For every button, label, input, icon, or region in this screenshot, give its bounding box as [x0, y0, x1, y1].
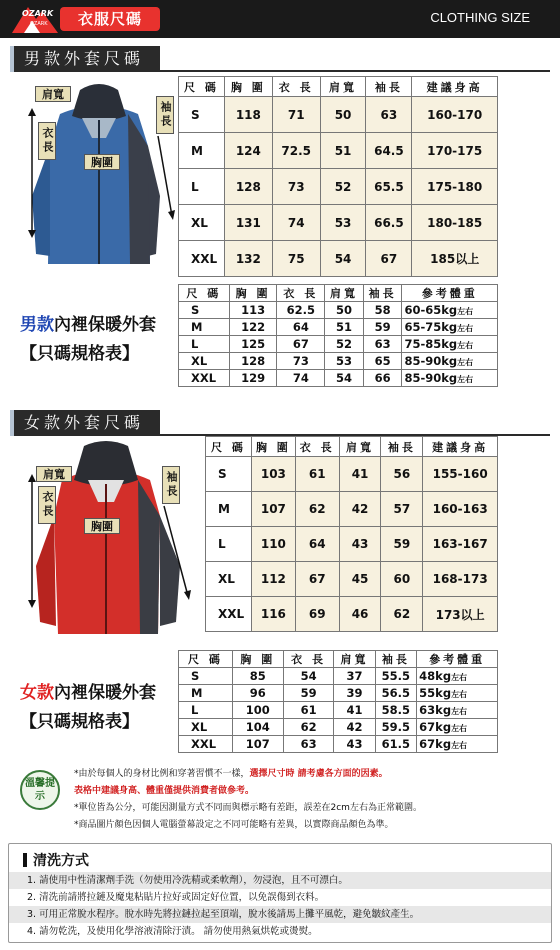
weight-cell: [402, 319, 498, 336]
note-line-4: *商品圖片顏色因個人電腦螢幕設定之不同可能略有差異，以實際商品顏色為準。: [74, 820, 394, 830]
value-cell: 61.5: [375, 736, 417, 753]
value-cell: 103: [251, 457, 295, 492]
value-cell: 59.5: [375, 719, 417, 736]
size-cell: S: [179, 302, 230, 319]
size-cell: L: [179, 169, 225, 205]
header-cell: 衣 長: [295, 437, 339, 457]
value-cell: 52: [320, 169, 366, 205]
men-section-title: 男款外套尺碼: [10, 46, 160, 72]
table-row: [179, 668, 498, 685]
value-cell: 59: [283, 685, 334, 702]
value-cell: 122: [229, 319, 277, 336]
value-cell: 54: [320, 241, 366, 277]
value-cell: 43: [339, 527, 381, 562]
value-cell: 59: [363, 319, 402, 336]
table-row: [206, 562, 498, 597]
women-inner-label-gender: 女款: [20, 683, 54, 703]
value-cell: 64: [277, 319, 325, 336]
size-cell: XL: [179, 353, 230, 370]
value-cell: 58.5: [375, 702, 417, 719]
size-cell: M: [206, 492, 252, 527]
value-cell: 39: [334, 685, 375, 702]
weight-value: 67kg: [419, 737, 452, 751]
value-cell: 63: [283, 736, 334, 753]
table-row: [179, 133, 498, 169]
size-cell: L: [206, 527, 252, 562]
header-cell: 衣 長: [283, 651, 334, 668]
size-cell: XL: [179, 719, 233, 736]
header-cell: 袖長: [363, 285, 402, 302]
weight-approx: 左右: [451, 690, 468, 699]
note-line-2: 表格中建議身高、體重僅提供消費者做參考。: [74, 786, 255, 796]
value-cell: 160-163: [423, 492, 498, 527]
value-cell: 107: [232, 736, 283, 753]
value-cell: 173以上: [423, 597, 498, 632]
header-cell: 尺 碼: [179, 285, 230, 302]
value-cell: 180-185: [412, 205, 498, 241]
women-outer-size-table: [205, 436, 498, 632]
value-cell: 74: [272, 205, 320, 241]
value-cell: 132: [224, 241, 272, 277]
value-cell: 131: [224, 205, 272, 241]
value-cell: 74: [277, 370, 325, 387]
value-cell: 58: [363, 302, 402, 319]
weight-approx: 左右: [451, 724, 468, 733]
tag-length: 衣長: [38, 122, 56, 160]
value-cell: 71: [272, 97, 320, 133]
value-cell: 116: [251, 597, 295, 632]
table-row: [179, 370, 498, 387]
table-row: [206, 527, 498, 562]
wash-line-1: 1. 請使用中性清潔劑手洗（勿使用冷洗精或柔軟劑），勿浸泡，且不可漂白。: [9, 872, 551, 889]
header-cell: 肩寬: [339, 437, 381, 457]
weight-approx: 左右: [457, 358, 474, 367]
value-cell: 51: [320, 133, 366, 169]
header-cell: 尺 碼: [206, 437, 252, 457]
value-cell: 73: [277, 353, 325, 370]
header-cell: 參考體重: [417, 651, 498, 668]
table-row: [206, 597, 498, 632]
wash-line-3: 3. 可用正常脫水程序。脫水時先將拉鏈拉起至頂端，脫水後請馬上攤平風乾，避免皺紋產生。: [9, 906, 551, 923]
men-inner-label-sub: 【只碼規格表】: [20, 344, 139, 364]
weight-approx: 左右: [451, 673, 468, 682]
value-cell: 45: [339, 562, 381, 597]
value-cell: 96: [232, 685, 283, 702]
men-inner-label-text: 內裡保暖外套: [54, 315, 156, 335]
table-row: [179, 353, 498, 370]
measure-arrows: [10, 76, 180, 276]
weight-approx: 左右: [457, 307, 474, 316]
header-cell: 袖長: [375, 651, 417, 668]
value-cell: 52: [325, 336, 364, 353]
header-cell: 胸 圍: [224, 77, 272, 97]
size-cell: M: [179, 685, 233, 702]
wash-line-2: 2. 清洗前請將拉鏈及魔鬼粘貼片拉好或固定好位置，以免誤傷到衣料。: [27, 892, 325, 903]
table-row: [179, 205, 498, 241]
men-outer-size-table: [178, 76, 498, 277]
note-line-1-b: 選擇尺寸時 請考慮各方面的因素。: [249, 769, 388, 779]
value-cell: 107: [251, 492, 295, 527]
table-row: [206, 492, 498, 527]
weight-cell: [402, 353, 498, 370]
weight-value: 60-65kg: [404, 303, 458, 317]
weight-cell: [402, 336, 498, 353]
page-title: 衣服尺碼: [60, 7, 160, 31]
table-row: [179, 241, 498, 277]
size-cell: XXL: [179, 241, 225, 277]
value-cell: 129: [229, 370, 277, 387]
women-inner-size-table: [178, 650, 498, 753]
size-cell: L: [179, 336, 230, 353]
value-cell: 75: [272, 241, 320, 277]
size-cell: XXL: [206, 597, 252, 632]
note-line-3: *單位皆為公分，可能因測量方式不同而與標示略有差距，誤差在2cm左右為正常範圍。: [74, 803, 422, 813]
wash-line-4: 4. 請勿乾洗，及使用化學溶液清除汙漬。 請勿使用熱氣烘乾或燙熨。: [27, 926, 318, 937]
page-subtitle: CLOTHING SIZE: [430, 10, 530, 25]
value-cell: 43: [334, 736, 375, 753]
value-cell: 50: [325, 302, 364, 319]
value-cell: 155-160: [423, 457, 498, 492]
wash-title: 清洗方式: [23, 850, 89, 870]
header-bar: [0, 0, 560, 38]
header-cell: 肩寬: [325, 285, 364, 302]
header-cell: 建議身高: [423, 437, 498, 457]
value-cell: 185以上: [412, 241, 498, 277]
header-cell: 建議身高: [412, 77, 498, 97]
value-cell: 65.5: [366, 169, 412, 205]
value-cell: 37: [334, 668, 375, 685]
value-cell: 66: [363, 370, 402, 387]
table-row: [179, 702, 498, 719]
men-inner-size-table: [178, 284, 498, 387]
size-cell: M: [179, 133, 225, 169]
weight-cell: [417, 668, 498, 685]
value-cell: 67: [295, 562, 339, 597]
value-cell: 51: [325, 319, 364, 336]
women-inner-label-text: 內裡保暖外套: [54, 683, 156, 703]
size-cell: XL: [179, 205, 225, 241]
value-cell: 55.5: [375, 668, 417, 685]
value-cell: 125: [229, 336, 277, 353]
value-cell: 64.5: [366, 133, 412, 169]
header-cell: 胸 圍: [232, 651, 283, 668]
note-line-1-a: *由於每個人的身材比例和穿著習慣不一樣，: [74, 769, 250, 779]
value-cell: 53: [325, 353, 364, 370]
header-cell: 肩寬: [320, 77, 366, 97]
men-title-line: [160, 70, 550, 72]
size-cell: XXL: [179, 370, 230, 387]
value-cell: 42: [334, 719, 375, 736]
table-row: [179, 319, 498, 336]
value-cell: 61: [283, 702, 334, 719]
women-jacket-image: [10, 436, 200, 641]
tag-chest: 胸圍: [84, 154, 120, 170]
value-cell: 63: [363, 336, 402, 353]
men-inner-label: [20, 310, 156, 364]
weight-value: 55kg: [419, 686, 452, 700]
header-cell: 參考體重: [402, 285, 498, 302]
value-cell: 42: [339, 492, 381, 527]
header-cell: 尺 碼: [179, 651, 233, 668]
header-cell: 肩寬: [334, 651, 375, 668]
value-cell: 59: [381, 527, 423, 562]
tag-shoulder: 肩寬: [35, 86, 71, 102]
note-line-1: [74, 766, 554, 783]
weight-value: 85-90kg: [404, 354, 458, 368]
weight-value: 67kg: [419, 720, 452, 734]
weight-value: 63kg: [419, 703, 452, 717]
value-cell: 54: [283, 668, 334, 685]
value-cell: 46: [339, 597, 381, 632]
size-cell: M: [179, 319, 230, 336]
value-cell: 67: [277, 336, 325, 353]
size-cell: XXL: [179, 736, 233, 753]
tag-length: 衣長: [38, 486, 56, 524]
value-cell: 73: [272, 169, 320, 205]
tag-chest: 胸圍: [84, 518, 120, 534]
weight-cell: [402, 302, 498, 319]
value-cell: 65: [363, 353, 402, 370]
value-cell: 64: [295, 527, 339, 562]
men-jacket-image: [10, 76, 180, 276]
weight-cell: [417, 736, 498, 753]
table-row: [206, 457, 498, 492]
value-cell: 170-175: [412, 133, 498, 169]
value-cell: 62.5: [277, 302, 325, 319]
header-cell: 袖長: [381, 437, 423, 457]
notes-block: [74, 766, 554, 834]
weight-approx: 左右: [457, 375, 474, 384]
wash-instructions: [8, 843, 552, 943]
value-cell: 110: [251, 527, 295, 562]
header-cell: 衣 長: [272, 77, 320, 97]
value-cell: 112: [251, 562, 295, 597]
value-cell: 56: [381, 457, 423, 492]
value-cell: 41: [334, 702, 375, 719]
value-cell: 175-180: [412, 169, 498, 205]
tag-shoulder: 肩寬: [36, 466, 72, 482]
value-cell: 128: [224, 169, 272, 205]
header-cell: 胸 圍: [229, 285, 277, 302]
tag-sleeve: 袖長: [162, 466, 180, 504]
value-cell: 100: [232, 702, 283, 719]
value-cell: 124: [224, 133, 272, 169]
header-cell: 胸 圍: [251, 437, 295, 457]
table-row: [179, 169, 498, 205]
value-cell: 85: [232, 668, 283, 685]
header-cell: 袖長: [366, 77, 412, 97]
size-cell: S: [179, 668, 233, 685]
weight-approx: 左右: [451, 741, 468, 750]
value-cell: 62: [283, 719, 334, 736]
value-cell: 61: [295, 457, 339, 492]
value-cell: 56.5: [375, 685, 417, 702]
logo-sub: OZARK: [30, 21, 48, 27]
value-cell: 60: [381, 562, 423, 597]
value-cell: 62: [381, 597, 423, 632]
men-inner-label-gender: 男款: [20, 315, 54, 335]
value-cell: 66.5: [366, 205, 412, 241]
table-row: [179, 302, 498, 319]
measure-arrows: [10, 436, 200, 641]
value-cell: 41: [339, 457, 381, 492]
weight-approx: 左右: [457, 341, 474, 350]
size-cell: S: [206, 457, 252, 492]
header-cell: 衣 長: [277, 285, 325, 302]
weight-value: 85-90kg: [404, 371, 458, 385]
value-cell: 63: [366, 97, 412, 133]
value-cell: 163-167: [423, 527, 498, 562]
women-inner-label: [20, 678, 156, 732]
logo-text: OZARK: [22, 9, 54, 18]
value-cell: 104: [232, 719, 283, 736]
weight-approx: 左右: [457, 324, 474, 333]
weight-approx: 左右: [451, 707, 468, 716]
value-cell: 72.5: [272, 133, 320, 169]
women-section-title: 女款外套尺碼: [10, 410, 160, 436]
size-cell: L: [179, 702, 233, 719]
value-cell: 168-173: [423, 562, 498, 597]
value-cell: 160-170: [412, 97, 498, 133]
weight-cell: [417, 702, 498, 719]
tag-sleeve: 袖長: [156, 96, 174, 134]
value-cell: 54: [325, 370, 364, 387]
size-cell: XL: [206, 562, 252, 597]
value-cell: 62: [295, 492, 339, 527]
weight-cell: [417, 685, 498, 702]
weight-value: 48kg: [419, 669, 452, 683]
value-cell: 113: [229, 302, 277, 319]
value-cell: 57: [381, 492, 423, 527]
tip-badge: 溫馨提示: [20, 770, 60, 810]
ozark-logo: [10, 3, 60, 35]
table-row: [179, 736, 498, 753]
table-row: [179, 97, 498, 133]
value-cell: 118: [224, 97, 272, 133]
weight-value: 65-75kg: [404, 320, 458, 334]
value-cell: 67: [366, 241, 412, 277]
women-inner-label-sub: 【只碼規格表】: [20, 712, 139, 732]
table-row: [179, 336, 498, 353]
value-cell: 128: [229, 353, 277, 370]
value-cell: 53: [320, 205, 366, 241]
table-row: [179, 685, 498, 702]
weight-cell: [417, 719, 498, 736]
value-cell: 69: [295, 597, 339, 632]
weight-value: 75-85kg: [404, 337, 458, 351]
value-cell: 50: [320, 97, 366, 133]
header-cell: 尺 碼: [179, 77, 225, 97]
table-row: [179, 719, 498, 736]
weight-cell: [402, 370, 498, 387]
size-cell: S: [179, 97, 225, 133]
